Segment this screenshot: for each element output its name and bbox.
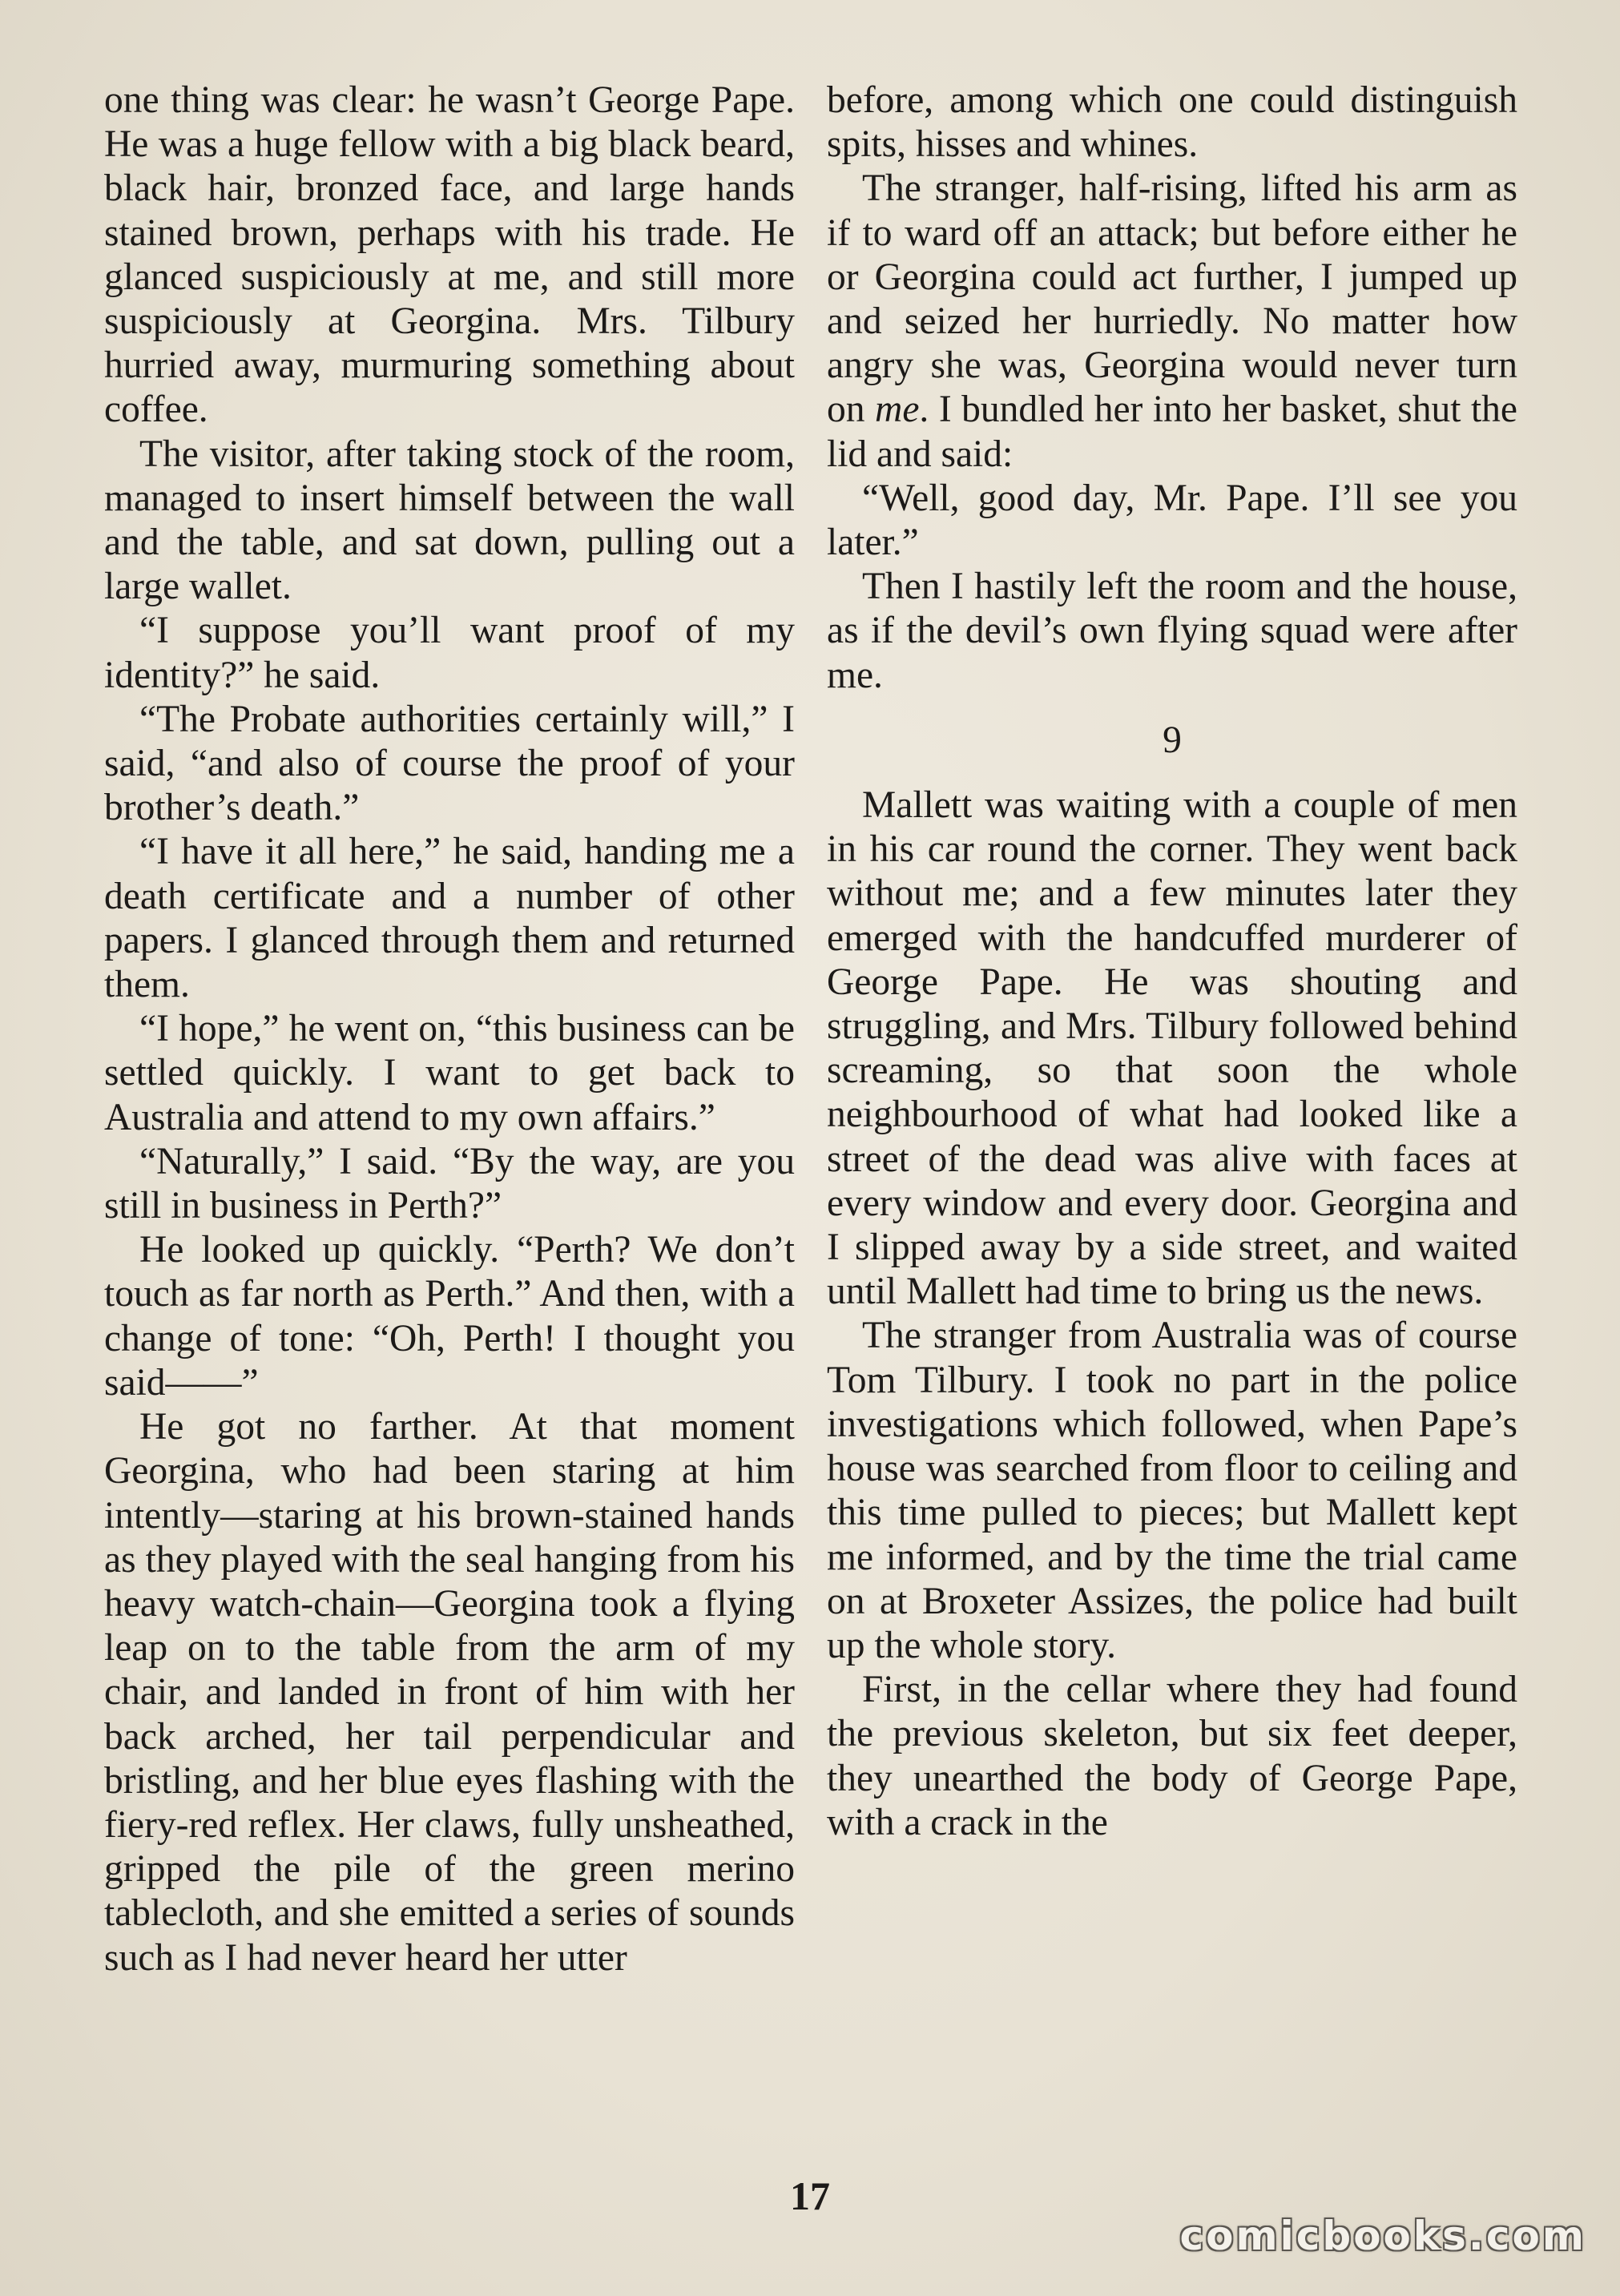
paragraph: Mallett was waiting with a couple of men in his car round the corner. They went back without me; and a few minutes later they emerged with the handcuffed murderer of George Pape. He was shouting and struggling, and Mrs. Tilbury followed behind screaming, so that soon the whole neighbourhood of what had looked like a street of the dead was alive with faces at every window and every door. Georgina and I slipped away by a side street, and waited until Mallett had time to bring us the news. (827, 784, 1517, 1313)
paragraph: one thing was clear: he wasn’t George Pape. He was a huge fellow with a big black beard, black hair, bronzed face, and large hands stained brown, perhaps with his trade. He glanced suspiciously at me, and still more suspiciously at Georgina. Mrs. Tilbury hurried away, murmuring something about coffee. (104, 79, 795, 431)
paragraph (827, 167, 1517, 476)
emphasis-text: me (875, 389, 920, 431)
page-number: 17 (790, 2173, 830, 2218)
paragraph: “I have it all here,” he said, handing me a death certificate and a number of other papers. I glanced through them and returned them. (104, 831, 795, 1006)
paragraph: He got no farther. At that moment Georgina, who had been staring at him intently—staring at his brown-stained hands as they played with the seal hanging from his heavy watch-chain—Georgina took a flying leap on to the table from the arm of my chair, and landed in front of him with her back arched, her tail perpendicular and bristling, and her blue eyes flashing with the fiery-red reflex. Her claws, fully unsheathed, gripped the pile of the green merino tablecloth, and she emitted a series of sounds such as I had never heard her utter (104, 1406, 795, 1979)
paragraph-text: . I bundled her into her basket, shut the lid and said: (827, 389, 1517, 475)
paragraph: First, in the cellar where they had found the previous skeleton, but six feet deeper, they unearthed the body of George Pape, with a crack in the (827, 1669, 1517, 1843)
paragraph: “I suppose you’ll want proof of my identity?” he said. (104, 610, 795, 696)
paragraph: “Well, good day, Mr. Pape. I’ll see you later.” (827, 477, 1517, 564)
watermark-logo: comicbooks.com (1179, 2213, 1586, 2259)
paragraph: He looked up quickly. “Perth? We don’t touch as far north as Perth.” And then, with a change of tone: “Oh, Perth! I thought you said——” (104, 1229, 795, 1404)
paragraph: before, among which one could distinguish spits, hisses and whines. (827, 79, 1517, 166)
section-number: 9 (1163, 719, 1182, 761)
paragraph: “Naturally,” I said. “By the way, are you still in business in Perth?” (104, 1140, 795, 1227)
right-text-column (827, 79, 1517, 1845)
left-text-column (104, 79, 795, 1980)
paragraph: The stranger from Australia was of course Tom Tilbury. I took no part in the police investigations which followed, when Pape’s house was searched from floor to ceiling and this time pulled to pieces; but Mallett kept me informed, and by the time the trial came on at Broxeter Assizes, the police had built up the whole story. (827, 1315, 1517, 1666)
paragraph: Then I hastily left the room and the house, as if the devil’s own flying squad were after me. (827, 566, 1517, 696)
paragraph: “I hope,” he went on, “this business can be settled quickly. I want to get back to Australia and attend to my own affairs.” (104, 1008, 795, 1138)
paragraph: The visitor, after taking stock of the room, managed to insert himself between the wall and the table, and sat down, pulling out a large wallet. (104, 433, 795, 608)
paragraph: “The Probate authorities certainly will,” I said, “and also of course the proof of your brother’s death.” (104, 698, 795, 829)
paragraph-text: The stranger, half-rising, lifted his arm as if to ward off an attack; but before either he or Georgina could act further, I jumped up and seized her hurriedly. No matter how angry she was, Georgina would never turn on (827, 167, 1517, 431)
